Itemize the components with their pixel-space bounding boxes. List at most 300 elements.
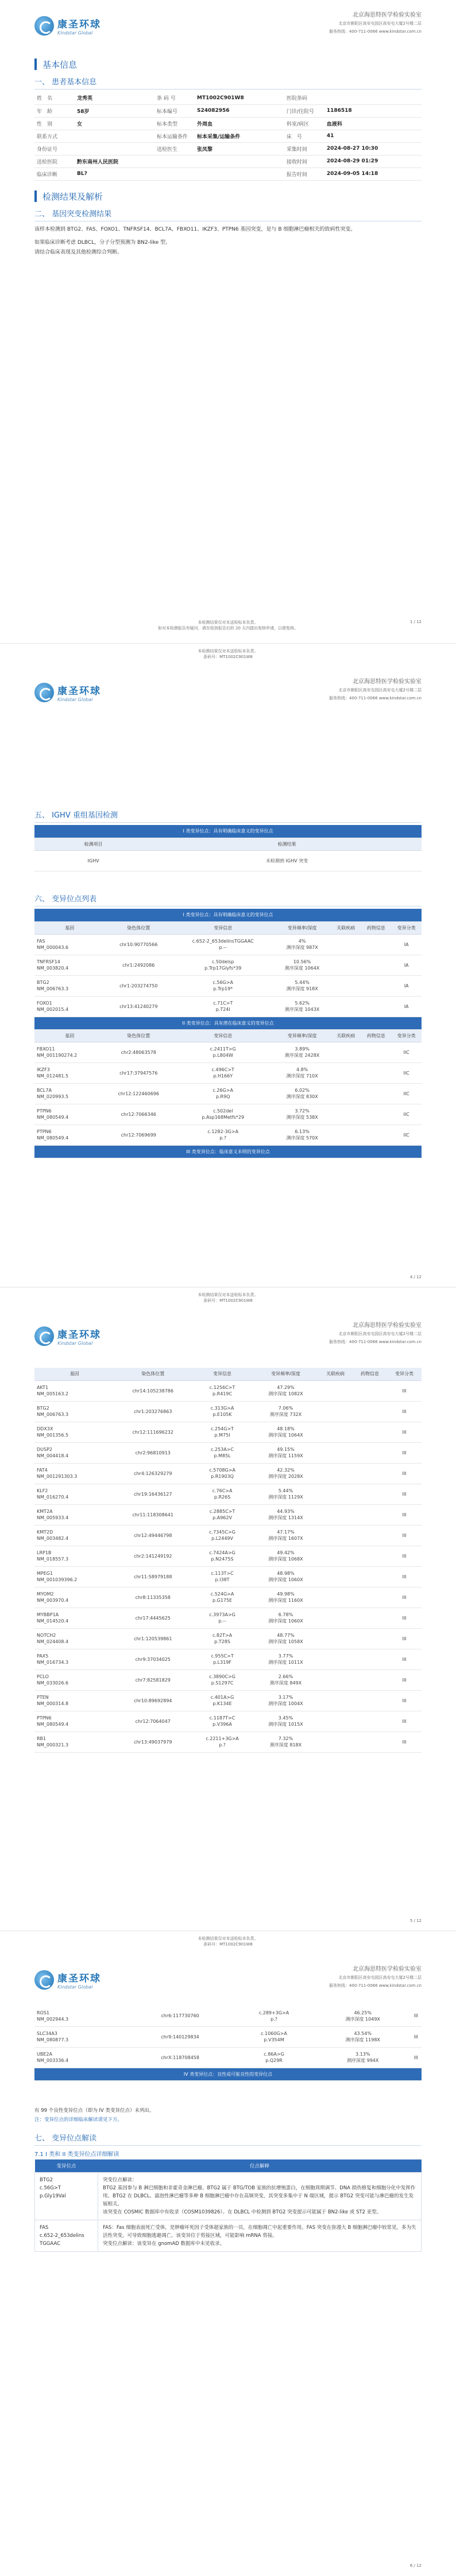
variant-col-header: 染色体位置 [114,1368,191,1380]
result-title [34,189,422,203]
variant-cell: IA [391,955,422,975]
variant-cell: SLC34A3 NM_080877.3 [34,2026,127,2047]
footer-barcode: 条码号：MT1002C901W8 [203,655,253,659]
interp-text: FAS：Fas 细胞表面死亡受体，是肿瘤坏死因子受体超家族的一员，在细胞凋亡中起重要作用。FAS 突变在弥漫大 B 细胞淋巴瘤中较常见，多为失活性突变，可导致细胞逃避凋亡。该变异位于剪接区域，可能影响 mRNA 剪接。 突变位点解读：该变异在 gnomAD 数据库中未见收录。 [98,2220,422,2251]
variant-cell: 43.54% 测序深度 1198X [315,2026,411,2047]
info-key: 姓 名 [34,92,75,104]
variant-cell [318,1546,353,1566]
variant-cell [331,1104,361,1124]
lab-name: 北京海思特医学检验实验室 [353,12,422,18]
variant-cell: chr12:111696232 [114,1422,191,1442]
variant-cell: chr4:126329279 [114,1463,191,1484]
variant-cell: c.7424A>G p.N2475S [191,1546,253,1566]
info-value: 2024-08-29 01:29 [324,155,422,168]
variant-cell: chr1:120539861 [114,1628,191,1649]
variant-cell [318,1380,353,1401]
kindstar-logo-icon [34,16,54,36]
variant-cell: chr14:105238786 [114,1380,191,1401]
report-page-3 [0,1287,456,1931]
logo-en: Kindstar Global [57,697,93,702]
variant-cell [318,1484,353,1504]
variant-band: III 类变异位点：临床意义未明的变异位点 [34,1145,422,1158]
variant-band-row [34,2068,422,2080]
info-value: 1186518 [324,104,422,117]
variant-col-header: 染色体位置 [105,921,172,934]
logo-cn: 康圣环球 [57,686,101,697]
info-value [195,168,284,180]
info-row [34,168,422,180]
variant-cell: 5.44% 测序深度 918X [273,975,330,996]
variant-cell [353,1504,387,1525]
variant-cell: DUSP2 NM_004418.4 [34,1442,114,1463]
variant-cell: c.50delsp p.Trp17Glyfs*39 [172,955,273,975]
variant-row [34,1670,422,1690]
lab-address: 北京市朝阳区高安屯园区高安屯大厦2号楼二层 [338,1975,422,1980]
variant-cell: chr12:7066346 [105,1104,172,1124]
variant-cell [353,1608,387,1628]
variant-cell [353,1731,387,1752]
footer-note: 本检测结果仅对本送检标本负责。 [198,649,258,653]
variant-row [34,1587,422,1608]
variant-cell [331,1063,361,1083]
result-title-text: 检测结果及解析 [42,191,103,202]
variant-cell: chr19:16436127 [114,1484,191,1504]
variant-cell [361,1042,392,1063]
variant-col-header: 药物信息 [361,921,392,934]
info-row [34,92,422,104]
variant-cell: III [387,1401,422,1422]
variant-cell [353,1649,387,1670]
variant-col-header: 药物信息 [361,1029,392,1042]
ighv-heading: 五、 IGHV 重组基因检测 [34,809,422,823]
info-value: 2024-08-27 10:30 [324,142,422,155]
variant-cell: 5.44% 测序深度 1129X [253,1484,318,1504]
variant-cell: chr2:96810913 [114,1442,191,1463]
variant-cell: IA [391,996,422,1017]
variant-cell: IIC [391,1104,422,1124]
variant-cell: c.3890C>G p.S1297C [191,1670,253,1690]
variant-cell: c.7345C>G p.L2449V [191,1525,253,1546]
patient-info-table [34,92,422,181]
variant-cell [318,1587,353,1608]
info-value: 外周血 [195,117,284,130]
variant-cell: III [387,1422,422,1442]
variant-row [34,1042,422,1063]
basic-title-text: 基本信息 [42,59,78,70]
variant-cell: LRP1B NM_018557.3 [34,1546,114,1566]
variant-cell: TNFRSF14 NM_003820.4 [34,955,105,975]
variant-header-row [34,1368,422,1380]
variant-band-row [34,1145,422,1158]
variant-cell: 47.29% 测序深度 1082X [253,1380,318,1401]
variant-cell: MYBBP1A NM_014520.4 [34,1608,114,1628]
variant-cell: chr9:140129834 [127,2026,233,2047]
variant-col-header: 关联疾病 [331,1029,361,1042]
variant-cell: III [387,1504,422,1525]
page-number: 4 / 12 [409,1275,422,1279]
logo [34,1970,101,1990]
variant-cell: c.1060G>A p.V354M [233,2026,315,2047]
variant-cell: 10.56% 测序深度 1064X [273,955,330,975]
variant-cell [361,1124,392,1145]
variant-cell: 48.77% 测序深度 1058X [253,1628,318,1649]
variant-row [34,1463,422,1484]
info-key: 联系方式 [34,130,75,142]
result-p3: 请结合临床表现及其他检测综合判断。 [34,250,123,255]
variant-cell: chr13:49037979 [114,1731,191,1752]
logo-cn: 康圣环球 [57,1973,101,1984]
variant-cell: c.5708G>A p.R1903Q [191,1463,253,1484]
variant-row [34,1731,422,1752]
variant-cell [353,1587,387,1608]
variant-cell: chr13:41240279 [105,996,172,1017]
variant-col-header: 变异频率/深度 [253,1368,318,1380]
variant-cell: c.1256C>T p.R419C [191,1380,253,1401]
variant-cell [318,1628,353,1649]
footer-note: 本检测结果仅对本送检标本负责。 [198,1293,258,1297]
report-page-1 [0,0,456,644]
variant-cell: c.524G>A p.G175E [191,1587,253,1608]
result-p2: 如果临床诊断考虑 DLBCL，分子分型预测为 BN2-like 型。 [34,240,171,246]
info-value [75,142,154,155]
interp-site: BTG2 c.56G>T p.Gly19Val [35,2172,98,2220]
variant-col-header: 药物信息 [353,1368,387,1380]
mutation-result-heading: 二、 基因突变检测结果 [34,208,422,221]
variant-cell: FBXO11 NM_001190274.2 [34,1042,105,1063]
ighv-gene: IGHV [34,850,152,871]
variant-row [34,1124,422,1145]
variant-cell: 47.17% 测序深度 1607X [253,1525,318,1546]
info-key: 标本编号 [154,104,195,117]
variant-cell: c.86A>G p.Q29R [233,2047,315,2068]
variant-band: IV 类变异位点：良性或可能良性的变异位点 [34,2068,422,2080]
variant-cell [318,1690,353,1711]
variant-cell: chr12:7069699 [105,1124,172,1145]
info-key [154,155,195,168]
variant-cell [331,1042,361,1063]
variant-cell [318,1442,353,1463]
kindstar-logo-icon [34,683,54,702]
variant-cell: c.496C>T p.H166Y [172,1063,273,1083]
variant-cell [318,1463,353,1484]
variant-cell [331,975,361,996]
variant-row [34,1380,422,1401]
section-bar [34,190,37,202]
variant-cell [318,1504,353,1525]
report-page-4 [0,1931,456,2576]
page-number: 1 / 12 [409,620,422,624]
variant-cell: NOTCH2 NM_024408.4 [34,1628,114,1649]
info-value: 黔东南州人民医院 [75,155,154,168]
result-p1: 该样本检测到 BTG2、FAS、FOXO1、TNFRSF14、BCL7A、FBXO11、IKZF3、PTPN6 基因突变，是与 B 细胞淋巴瘤相关的致病性突变。 [34,227,356,232]
info-key: 标本运输条件 [154,130,195,142]
variant-cell [353,1422,387,1442]
variant-cell: chr1:203276863 [114,1401,191,1422]
footer-barcode: 条码号：MT1002C901W8 [203,1942,253,1947]
variant-header-row [34,1029,422,1042]
interp-text: 突变位点解读： BTG2 基因参与 B 淋巴细胞和非霍奇金淋巴瘤。BTG2 属于 BTG/TOB 家族的抗增殖蛋白，在细胞周期调节、DNA 损伤修复和细胞分化中发挥作用。BTG2 在 DLBCL、滤泡性淋巴瘤等多种 B 细胞淋巴瘤中存在高频突变，其突变多集中于 N 端区域，提示 BTG2 突变可能与淋巴瘤的发生发展相关。 该突变在 COSMIC 数据库中有收录（COSM1039826）。在 DLBCL 中检测到 BTG2 突变提示可能属于 BN2-like 或 ST2 亚型。 [98,2172,422,2220]
variant-cell: FAT4 NM_001291303.3 [34,1463,114,1484]
variant-cell: BCL7A NM_020993.5 [34,1083,105,1104]
variant-cell: 49.15% 测序深度 1159X [253,1442,318,1463]
interp-col-site: 变异位点 [35,2159,98,2172]
variant-cell [318,1608,353,1628]
page-header [0,667,456,718]
variant-cell [353,1463,387,1484]
info-value: 58岁 [75,104,154,117]
kindstar-logo-icon [34,1326,54,1346]
variant-col-header: 染色体位置 [105,1029,172,1042]
variant-col-header: 关联疾病 [331,921,361,934]
page-footer [0,620,456,631]
lab-name: 北京海思特医学检验实验室 [353,1966,422,1972]
variant-cell: chr7:82581829 [114,1670,191,1690]
variant-cell: c.289+3G>A p.? [233,2006,315,2026]
ighv-col-result: 检测结果 [152,838,422,850]
variant-cell: 7.06% 测序深度 732X [253,1401,318,1422]
variant-cell: 6.13% 测序深度 570X [273,1124,330,1145]
variant-cell: chr1:2492086 [105,955,172,975]
info-row [34,155,422,168]
variant-cell: BTG2 NM_006763.3 [34,1401,114,1422]
variant-cell: c.253A>C p.M85L [191,1442,253,1463]
variant-cell [331,996,361,1017]
variant-cell: BTG2 NM_006763.3 [34,975,105,996]
ighv-band: I 类变异位点：具有明确临床意义的变异位点 [34,825,422,838]
variant-cell [361,975,392,996]
variant-cell: 3.45% 测序深度 1015X [253,1711,318,1731]
variant-cell: chr2:141249192 [114,1546,191,1566]
variant-table-1 [34,909,422,1158]
variant-cell: chr11:118308641 [114,1504,191,1525]
result-summary [34,225,422,258]
variant-cell: c.955C>T p.L319F [191,1649,253,1670]
variant-cell [318,1711,353,1731]
logo [34,683,101,702]
variant-row [34,1504,422,1525]
info-value: 龙秀英 [75,92,154,104]
logo [34,16,101,36]
info-row [34,142,422,155]
variant-band: II 类变异位点：具有潜在临床意义的变异位点 [34,1017,422,1029]
variant-cell: IIC [391,1083,422,1104]
variant-cell: DDX3X NM_001356.5 [34,1422,114,1442]
variant-cell: III [387,1525,422,1546]
interp-header-row [35,2159,422,2172]
variant-col-header: 变异信息 [191,1368,253,1380]
variant-row [34,1566,422,1587]
variant-cell: III [387,1670,422,1690]
kindstar-logo-icon [34,1970,54,1990]
variant-cell: chr10:90770566 [105,934,172,955]
variant-cell: c.2211+3G>A p.? [191,1731,253,1752]
variant-row [34,1401,422,1422]
info-value: 2024-09-05 14:18 [324,168,422,180]
variant-row [34,1442,422,1463]
variant-cell: c.2885C>T p.A962V [191,1504,253,1525]
interp-note: 注：变异位点的详细临床解读请见下方。 [34,2117,123,2123]
variant-cell: PTEN NM_000314.8 [34,1690,114,1711]
logo-cn: 康圣环球 [57,1329,101,1341]
info-value: MT1002C901W8 [195,92,284,104]
lab-info [329,11,422,36]
info-key: 临床诊断 [34,168,75,180]
lab-info [329,1322,422,1346]
info-key: 送检医生 [154,142,195,155]
variant-cell: III [387,1608,422,1628]
variant-cell: IIC [391,1042,422,1063]
page-header [0,1954,456,2006]
lab-hotline: 服务热线：400-711-0066 www.kindstar.com.cn [329,696,422,701]
variant-cell: III [387,1442,422,1463]
variant-cell: FAS NM_000043.6 [34,934,105,955]
variant-cell: III [387,1463,422,1484]
variant-cell: 3.77% 测序深度 1011X [253,1649,318,1670]
variant-row [34,1525,422,1546]
variant-col-header: 基因 [34,1029,105,1042]
variant-cell: III [411,2006,422,2026]
lab-hotline: 服务热线：400-711-0066 www.kindstar.com.cn [329,1983,422,1988]
variant-cell: IA [391,934,422,955]
info-row [34,117,422,130]
ighv-result: 未检测到 IGHV 突变 [152,850,422,871]
interp-row [35,2172,422,2220]
variant-cell: chr12:49446798 [114,1525,191,1546]
variant-cell: III [387,1628,422,1649]
interp-site: FAS c.652-2_653delins TGGAAC [35,2220,98,2251]
interp-subheading: 7.1 I 类和 II 类变异位点详细解读 [34,2151,119,2158]
info-value [75,130,154,142]
variant-cell: chr12:122460696 [105,1083,172,1104]
logo-en: Kindstar Global [57,1984,93,1990]
info-key: 身份证号 [34,142,75,155]
variant-cell: PTPN6 NM_080549.4 [34,1124,105,1145]
variant-cell: 4.8% 测序深度 710X [273,1063,330,1083]
benign-note: 有 99 个良性变异位点（即为 IV 类变异位点）未列出。 [34,2108,154,2114]
logo-en: Kindstar Global [57,1341,93,1346]
variant-cell: PCLO NM_033026.6 [34,1670,114,1690]
info-value: 标本采集/运输条件 [195,130,284,142]
variant-cell [318,1525,353,1546]
variant-cell [331,934,361,955]
variant-cell: c.26G>A p.R9Q [172,1083,273,1104]
variant-cell: KMT2A NM_005933.4 [34,1504,114,1525]
variant-cell: KLF2 NM_016270.4 [34,1484,114,1504]
variant-row [34,1628,422,1649]
variant-row [34,1711,422,1731]
info-key: 条 码 号 [154,92,195,104]
variant-cell [353,1380,387,1401]
variant-cell [361,1104,392,1124]
variant-cell [353,1690,387,1711]
variant-cell: c.502del p.Asp168Metfs*29 [172,1104,273,1124]
variant-cell: FOXO1 NM_002015.4 [34,996,105,1017]
variant-row [34,1690,422,1711]
variant-row [34,2047,422,2068]
variant-cell: 49.42% 测序深度 1068X [253,1546,318,1566]
variant-cell [318,1422,353,1442]
variant-row [34,2006,422,2026]
info-value: 女 [75,117,154,130]
logo-cn: 康圣环球 [57,19,101,30]
variant-cell: c.3973A>G p.-- [191,1608,253,1628]
variant-cell: chr9:37034025 [114,1649,191,1670]
lab-address: 北京市朝阳区高安屯园区高安屯大厦2号楼二层 [338,21,422,26]
info-key [154,168,195,180]
variant-cell: III [387,1649,422,1670]
variant-cell: 7.32% 测序深度 818X [253,1731,318,1752]
logo-en: Kindstar Global [57,30,93,36]
variant-cell: 46.25% 测序深度 1049X [315,2006,411,2026]
variant-cell [353,1711,387,1731]
variant-row [34,1083,422,1104]
patient-info-heading: 一、 患者基本信息 [34,76,422,90]
variant-cell: c.254G>T p.M75I [191,1422,253,1442]
variant-cell [331,1124,361,1145]
variant-cell [353,1442,387,1463]
variant-cell: chr10:89692894 [114,1690,191,1711]
variant-cell: UBE2A NM_003336.4 [34,2047,127,2068]
variant-cell: III [387,1484,422,1504]
variant-cell: c.82T>A p.T28S [191,1628,253,1649]
top-footer [0,648,456,660]
variant-cell [353,1628,387,1649]
variant-cell: III [387,1690,422,1711]
variant-cell: PTPN6 NM_080549.4 [34,1104,105,1124]
variant-cell [318,1401,353,1422]
variant-cell [361,1063,392,1083]
info-key: 医院条码 [284,92,324,104]
variant-cell [353,1670,387,1690]
variant-cell [331,1083,361,1104]
variant-cell: chr1:203274750 [105,975,172,996]
variant-cell [331,955,361,975]
variant-row [34,1608,422,1628]
footer-note2: 如对本检测报告有疑问，请在收到报告后的 20 天内提出复核申请，以便复核。 [157,626,299,631]
variant-band-row [34,1017,422,1029]
variant-col-header: 变异频率/深度 [273,1029,330,1042]
variant-col-header: 关联疾病 [318,1368,353,1380]
variant-cell: chr6:117730760 [127,2006,233,2026]
variant-cell: MYOM2 NM_003970.4 [34,1587,114,1608]
variant-cell: PAX5 NM_016734.3 [34,1649,114,1670]
lab-info [329,1966,422,1990]
page-header [0,1310,456,1362]
variant-row [34,955,422,975]
variant-cell: 4% 测序深度 987X [273,934,330,955]
variant-header-row [34,921,422,934]
info-value: BL? [75,168,154,180]
variant-cell: chrX:118708458 [127,2047,233,2068]
footer-note: 本检测结果仅对本送检标本负责。 [198,620,258,625]
info-key: 年 龄 [34,104,75,117]
info-key: 标本类型 [154,117,195,130]
variant-list-heading: 六、 变异位点列表 [34,893,422,906]
variant-cell [361,934,392,955]
variant-cell: RB1 NM_000321.3 [34,1731,114,1752]
variant-col-header: 变异分类 [387,1368,422,1380]
info-value [195,155,284,168]
variant-col-header: 基因 [34,921,105,934]
variant-cell: MPEG1 NM_001039396.2 [34,1566,114,1587]
variant-cell: c.113T>C p.I38T [191,1566,253,1587]
info-key: 采集时间 [284,142,324,155]
variant-cell: c.652-2_653delinsTGGAAC p.-- [172,934,273,955]
info-value: 血液科 [324,117,422,130]
page-number: 6 / 12 [409,2563,422,2568]
variant-cell: chr11:58979188 [114,1566,191,1587]
lab-name: 北京海思特医学检验实验室 [353,679,422,685]
